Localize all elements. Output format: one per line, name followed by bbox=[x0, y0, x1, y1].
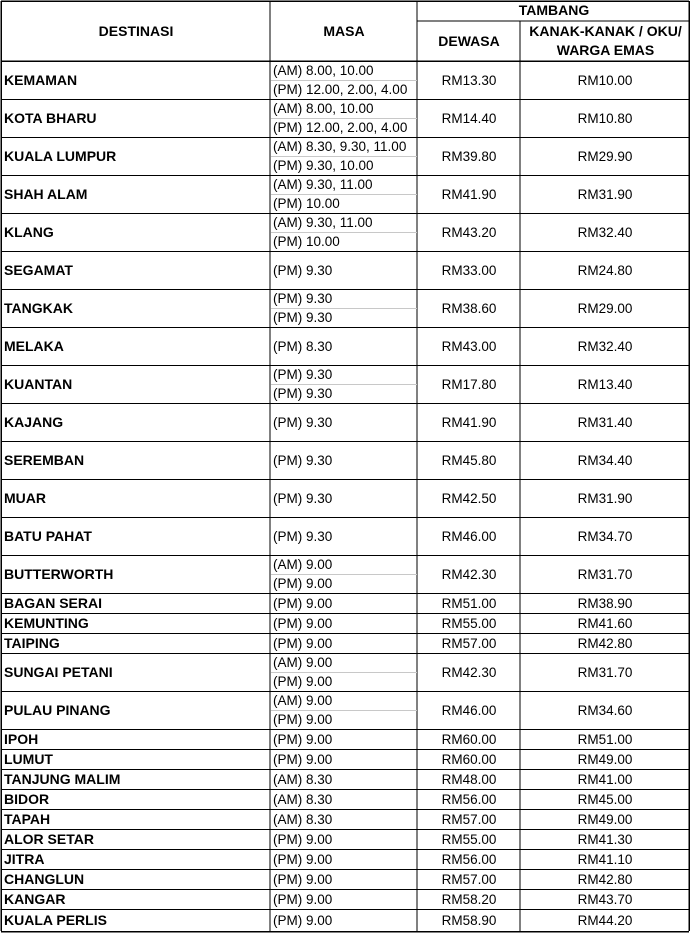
destination-cell: KUANTAN bbox=[4, 375, 73, 392]
destination-cell: CHANGLUN bbox=[4, 870, 85, 887]
adult-fare: RM51.00 bbox=[441, 595, 497, 611]
adult-fare: RM55.00 bbox=[441, 615, 497, 631]
adult-fare: RM58.90 bbox=[441, 912, 497, 928]
departure-time: (PM) 9.30 bbox=[273, 367, 333, 382]
adult-fare: RM56.00 bbox=[441, 851, 497, 867]
header-destinasi: DESTINASI bbox=[98, 23, 174, 39]
adult-fare: RM17.80 bbox=[441, 376, 497, 392]
departure-time: (AM) 8.30 bbox=[273, 811, 333, 827]
departure-time: (PM) 9.00 bbox=[273, 871, 333, 887]
child-oku-senior-fare: RM41.10 bbox=[577, 851, 633, 867]
departure-time: (AM) 8.00, 10.00 bbox=[273, 101, 374, 116]
departure-time: (PM) 9.00 bbox=[273, 891, 333, 907]
departure-time: (PM) 10.00 bbox=[273, 234, 340, 249]
departure-time: (PM) 9.00 bbox=[273, 615, 333, 631]
destination-cell: IPOH bbox=[4, 730, 39, 747]
departure-time: (AM) 9.00 bbox=[273, 655, 333, 670]
destination-cell: TAPAH bbox=[4, 810, 51, 827]
child-oku-senior-fare: RM51.00 bbox=[577, 731, 633, 747]
departure-time: (PM) 9.30 bbox=[273, 414, 333, 430]
child-oku-senior-fare: RM31.90 bbox=[577, 490, 633, 506]
departure-time: (PM) 8.30 bbox=[273, 338, 333, 354]
child-oku-senior-fare: RM24.80 bbox=[577, 262, 633, 278]
departure-time: (PM) 12.00, 2.00, 4.00 bbox=[273, 82, 408, 97]
adult-fare: RM46.00 bbox=[441, 702, 497, 718]
destination-cell: BUTTERWORTH bbox=[4, 565, 114, 582]
child-oku-senior-fare: RM32.40 bbox=[577, 338, 633, 354]
child-oku-senior-fare: RM31.90 bbox=[577, 186, 633, 202]
adult-fare: RM38.60 bbox=[441, 300, 497, 316]
destination-cell: TANGKAK bbox=[4, 299, 73, 316]
departure-time: (AM) 8.30, 9.30, 11.00 bbox=[273, 139, 407, 154]
departure-time: (PM) 9.30 bbox=[273, 528, 333, 544]
child-oku-senior-fare: RM31.70 bbox=[577, 664, 633, 680]
adult-fare: RM57.00 bbox=[441, 871, 497, 887]
destination-cell: ALOR SETAR bbox=[4, 830, 94, 847]
departure-time: (PM) 9.00 bbox=[273, 751, 333, 767]
child-oku-senior-fare: RM34.70 bbox=[577, 528, 633, 544]
child-oku-senior-fare: RM32.40 bbox=[577, 224, 633, 240]
departure-time: (PM) 9.00 bbox=[273, 595, 333, 611]
destination-cell: BIDOR bbox=[4, 790, 50, 807]
adult-fare: RM48.00 bbox=[441, 771, 497, 787]
child-oku-senior-fare: RM42.80 bbox=[577, 871, 633, 887]
destination-cell: BATU PAHAT bbox=[4, 527, 92, 544]
destination-cell: KEMAMAN bbox=[4, 71, 78, 88]
child-oku-senior-fare: RM10.80 bbox=[577, 110, 633, 126]
child-oku-senior-fare: RM41.00 bbox=[577, 771, 633, 787]
adult-fare: RM42.50 bbox=[441, 490, 497, 506]
departure-time: (PM) 9.00 bbox=[273, 576, 333, 591]
header-kanak-line1: KANAK-KANAK / OKU/ bbox=[529, 23, 682, 39]
departure-time: (PM) 9.00 bbox=[273, 674, 333, 689]
departure-time: (PM) 9.30 bbox=[273, 262, 333, 278]
child-oku-senior-fare: RM34.60 bbox=[577, 702, 633, 718]
destination-cell: TANJUNG MALIM bbox=[4, 770, 121, 787]
header-tambang: TAMBANG bbox=[518, 2, 590, 18]
departure-time: (PM) 12.00, 2.00, 4.00 bbox=[273, 120, 408, 135]
adult-fare: RM14.40 bbox=[441, 110, 497, 126]
child-oku-senior-fare: RM41.30 bbox=[577, 831, 633, 847]
destination-cell: KOTA BHARU bbox=[4, 109, 97, 126]
child-oku-senior-fare: RM31.70 bbox=[577, 566, 633, 582]
departure-time: (PM) 9.30 bbox=[273, 452, 333, 468]
departure-time: (PM) 9.30 bbox=[273, 291, 333, 306]
departure-time: (PM) 9.00 bbox=[273, 851, 333, 867]
departure-time: (PM) 9.30 bbox=[273, 310, 333, 325]
child-oku-senior-fare: RM44.20 bbox=[577, 912, 633, 928]
destination-cell: MUAR bbox=[4, 489, 46, 506]
destination-cell: KANGAR bbox=[4, 890, 66, 907]
child-oku-senior-fare: RM31.40 bbox=[577, 414, 633, 430]
child-oku-senior-fare: RM45.00 bbox=[577, 791, 633, 807]
destination-cell: JITRA bbox=[4, 850, 45, 867]
departure-time: (PM) 9.00 bbox=[273, 712, 333, 727]
departure-time: (PM) 9.00 bbox=[273, 831, 333, 847]
departure-time: (PM) 9.30 bbox=[273, 386, 333, 401]
adult-fare: RM55.00 bbox=[441, 831, 497, 847]
departure-time: (AM) 8.30 bbox=[273, 771, 333, 787]
destination-cell: KAJANG bbox=[4, 413, 64, 430]
header-masa: MASA bbox=[323, 23, 365, 39]
adult-fare: RM42.30 bbox=[441, 566, 497, 582]
adult-fare: RM60.00 bbox=[441, 731, 497, 747]
child-oku-senior-fare: RM41.60 bbox=[577, 615, 633, 631]
adult-fare: RM57.00 bbox=[441, 635, 497, 651]
adult-fare: RM13.30 bbox=[441, 72, 497, 88]
adult-fare: RM39.80 bbox=[441, 148, 497, 164]
adult-fare: RM43.20 bbox=[441, 224, 497, 240]
child-oku-senior-fare: RM49.00 bbox=[577, 751, 633, 767]
departure-time: (AM) 9.30, 11.00 bbox=[273, 215, 373, 230]
departure-time: (PM) 9.00 bbox=[273, 912, 333, 928]
destination-cell: SEGAMAT bbox=[4, 261, 73, 278]
adult-fare: RM45.80 bbox=[441, 452, 497, 468]
destination-cell: KUALA LUMPUR bbox=[4, 147, 117, 164]
departure-time: (PM) 9.00 bbox=[273, 635, 333, 651]
adult-fare: RM43.00 bbox=[441, 338, 497, 354]
destination-cell: KUALA PERLIS bbox=[4, 911, 107, 928]
destination-cell: SHAH ALAM bbox=[4, 185, 88, 202]
adult-fare: RM46.00 bbox=[441, 528, 497, 544]
destination-cell: SEREMBAN bbox=[4, 451, 85, 468]
child-oku-senior-fare: RM29.00 bbox=[577, 300, 633, 316]
departure-time: (AM) 8.00, 10.00 bbox=[273, 63, 374, 78]
adult-fare: RM60.00 bbox=[441, 751, 497, 767]
departure-time: (PM) 9.30 bbox=[273, 490, 333, 506]
departure-time: (AM) 9.00 bbox=[273, 693, 333, 708]
adult-fare: RM58.20 bbox=[441, 891, 497, 907]
destination-cell: TAIPING bbox=[4, 634, 60, 651]
departure-time: (PM) 10.00 bbox=[273, 196, 340, 211]
child-oku-senior-fare: RM42.80 bbox=[577, 635, 633, 651]
adult-fare: RM41.90 bbox=[441, 414, 497, 430]
destination-cell: BAGAN SERAI bbox=[4, 594, 103, 611]
adult-fare: RM41.90 bbox=[441, 186, 497, 202]
adult-fare: RM42.30 bbox=[441, 664, 497, 680]
destination-cell: PULAU PINANG bbox=[4, 701, 111, 718]
child-oku-senior-fare: RM38.90 bbox=[577, 595, 633, 611]
departure-time: (PM) 9.30, 10.00 bbox=[273, 158, 374, 173]
destination-cell: LUMUT bbox=[4, 750, 53, 767]
child-oku-senior-fare: RM43.70 bbox=[577, 891, 633, 907]
destination-cell: SUNGAI PETANI bbox=[4, 663, 113, 680]
adult-fare: RM33.00 bbox=[441, 262, 497, 278]
child-oku-senior-fare: RM10.00 bbox=[577, 72, 633, 88]
child-oku-senior-fare: RM49.00 bbox=[577, 811, 633, 827]
destination-cell: KLANG bbox=[4, 223, 54, 240]
child-oku-senior-fare: RM13.40 bbox=[577, 376, 633, 392]
adult-fare: RM56.00 bbox=[441, 791, 497, 807]
adult-fare: RM57.00 bbox=[441, 811, 497, 827]
departure-time: (AM) 9.00 bbox=[273, 557, 333, 572]
header-dewasa: DEWASA bbox=[438, 33, 500, 49]
departure-time: (PM) 9.00 bbox=[273, 731, 333, 747]
departure-time: (AM) 8.30 bbox=[273, 791, 333, 807]
child-oku-senior-fare: RM34.40 bbox=[577, 452, 633, 468]
departure-time: (AM) 9.30, 11.00 bbox=[273, 177, 373, 192]
destination-cell: KEMUNTING bbox=[4, 614, 89, 631]
header-kanak-line2: WARGA EMAS bbox=[556, 42, 655, 58]
child-oku-senior-fare: RM29.90 bbox=[577, 148, 633, 164]
destination-cell: MELAKA bbox=[4, 337, 64, 354]
